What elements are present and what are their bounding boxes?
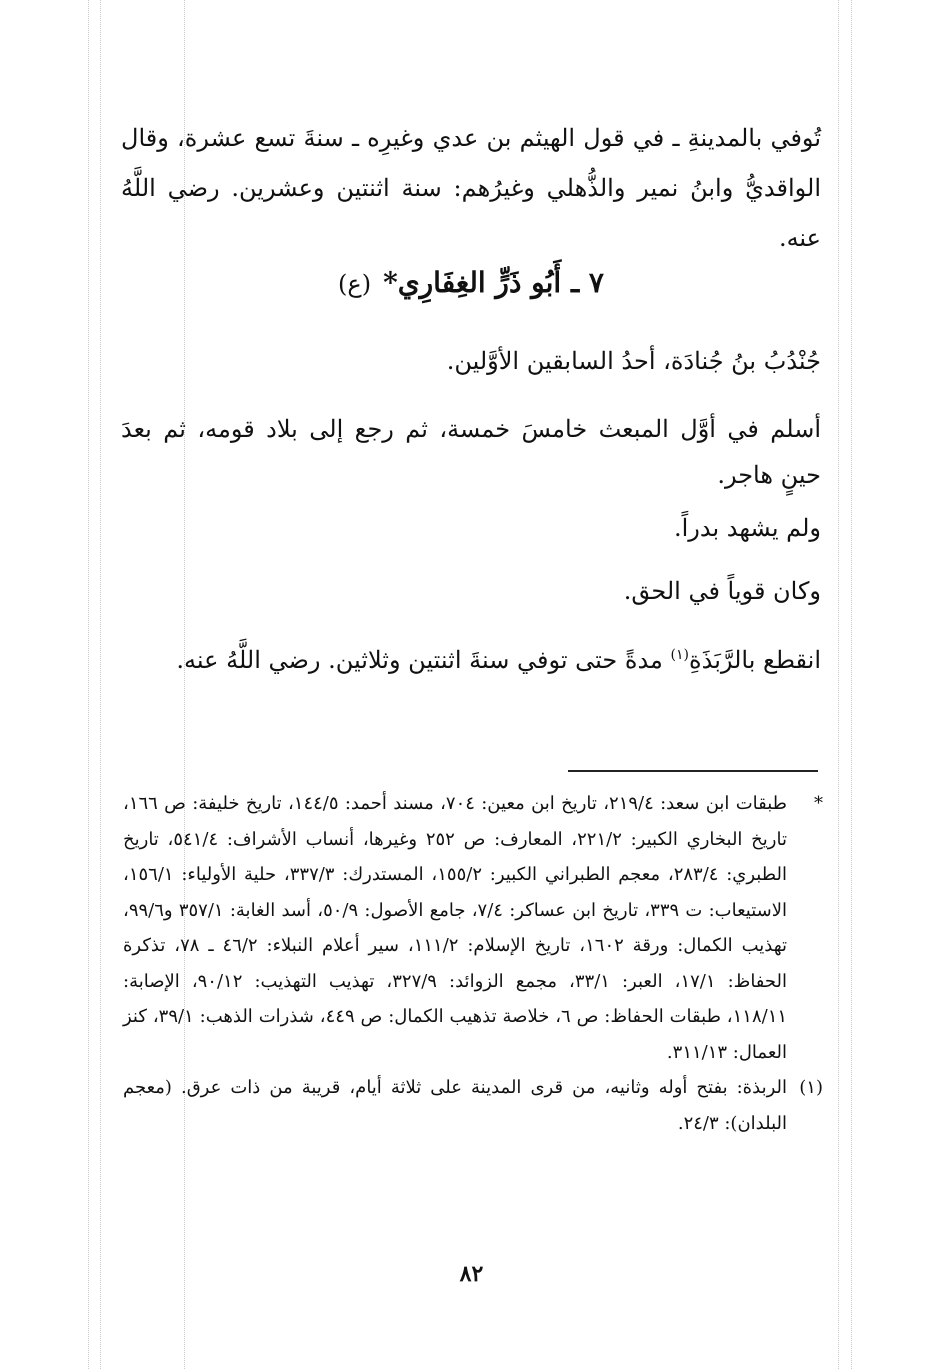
footnotes <box>123 786 823 1141</box>
scan-edge-line <box>88 0 89 1369</box>
entry-heading <box>121 266 821 299</box>
footnote-sources-text: طبقات ابن سعد: ٢١٩/٤، تاريخ ابن معين: ٧٠٤، مسند أحمد: ١٤٤/٥، تاريخ خليفة: ص ١٦٦، تاريخ البخاري الكبير: ٢٢١/٢، المعارف: ص ٢٥٢ وغيرها، أنساب الأشراف: ٥٤١/٤، تاريخ الطبري: ٢٨٣/٤، معجم الطبراني الكبير: ١٥٥/٢، المستدرك: ٣٣٧/٣، حلية الأولياء: ١٥٦/١، الاستيعاب: ت ٣٣٩، تاريخ ابن عساكر: ٧/٤، جامع الأصول: ٥٠/٩، أسد الغابة: ٣٥٧/١ و٩٩/٦، تهذيب الكمال: ورقة ١٦٠٢، تاريخ الإسلام: ١١١/٢، سير أعلام النبلاء: ٤٦/٢ ـ ٧٨، تذكرة الحفاظ: ١٧/١، العبر: ٣٣/١، مجمع الزوائد: ٣٢٧/٩، تهذيب التهذيب: ٩٠/١٢، الإصابة: ١١٨/١١، طبقات الحفاظ: ص ٦، خلاصة تذهيب الكمال: ص ٤٤٩، شذرات الذهب: ٣٩/١، كنز العمال: ٣١١/١٣. <box>123 793 788 1063</box>
footnote-reference: (١) <box>670 647 690 663</box>
scan-edge-line <box>838 0 839 1369</box>
paragraph-rabadha-start: انقطع بالرَّبَذَةِ <box>689 646 821 674</box>
paragraph-death-date: تُوفي بالمدينةِ ـ في قول الهيثم بن عدي وغيرِه ـ سنةَ تسع عشرة، وقال الواقديُّ وابنُ نمير والذُّهلي وغيرُهم: سنة اثنتين وعشرين. رضي اللَّهُ عنه. <box>121 124 822 252</box>
scan-edge-line <box>851 0 852 1369</box>
page-number: ٨٢ <box>459 1261 484 1287</box>
scan-edge-line <box>100 0 101 1369</box>
paragraph-badr: ولم يشهد بدراً. <box>673 514 821 542</box>
paragraph-conversion: أسلم في أوَّل المبعث خامسَ خمسة، ثم رجع إلى بلاد قومه، ثم بعدَ حينٍ هاجر. <box>121 415 821 489</box>
footnote-star-mark: * <box>814 793 823 814</box>
entry-code: (ع) <box>338 270 372 298</box>
footnote-one-text: الربذة: بفتح أوله وثانيه، من قرى المدينة على ثلاثة أيام، قريبة من ذات عرق. (معجم البلدان): ٢٤/٣. <box>123 1077 787 1134</box>
paragraph-strength: وكان قوياً في الحق. <box>623 577 821 605</box>
footnote-sources <box>123 786 823 1070</box>
footnote-separator <box>568 770 818 772</box>
paragraph-name: جُنْدُبُ بنُ جُنادَة، أحدُ السابقين الأوَّلين. <box>446 347 821 375</box>
footnote-one-mark: (١) <box>799 1077 823 1098</box>
footnote-one <box>123 1070 823 1141</box>
paragraph-rabadha <box>121 630 821 685</box>
entry-title: ٧ ـ أَبُو ذَرٍّ الغِفَارِي* <box>383 266 604 299</box>
paragraph-rabadha-end: مدةً حتى توفي سنةَ اثنتين وثلاثين. رضي اللَّهُ عنه. <box>176 646 671 674</box>
